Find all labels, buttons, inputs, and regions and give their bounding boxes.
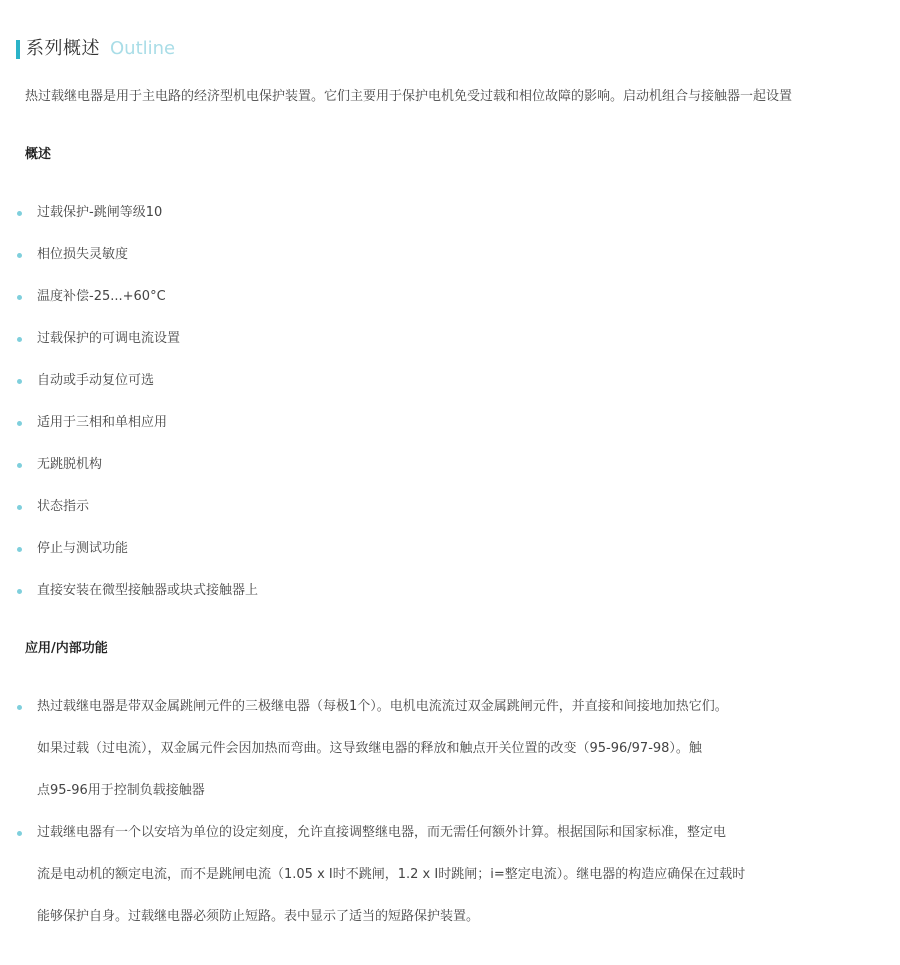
overview-list-item	[0, 402, 900, 444]
overview-item-text: 状态指示	[37, 499, 90, 514]
application-item-line: 热过载继电器是带双金属跳闸元件的三极继电器（每极1个）。电机电流流过双金属跳闸元件，并直接和间接地加热它们。	[37, 699, 728, 714]
overview-list-item	[0, 276, 900, 318]
bullet-dot-icon	[17, 505, 22, 510]
overview-list-item	[0, 528, 900, 570]
overview-item-text: 温度补偿-25...+60°C	[37, 289, 166, 304]
application-list	[0, 686, 900, 938]
overview-item-text: 停止与测试功能	[37, 541, 129, 556]
application-heading: 应用/内部功能	[25, 641, 108, 656]
bullet-dot-icon	[17, 547, 22, 552]
overview-item-text: 自动或手动复位可选	[37, 373, 155, 388]
bullet-dot-icon	[17, 337, 22, 342]
section-accent-bar	[16, 40, 20, 59]
bullet-dot-icon	[17, 589, 22, 594]
overview-list-item	[0, 486, 900, 528]
bullet-dot-icon	[17, 211, 22, 216]
overview-heading: 概述	[25, 147, 52, 162]
overview-item-text: 直接安装在微型接触器或块式接触器上	[37, 583, 259, 598]
overview-list-item	[0, 570, 900, 612]
bullet-dot-icon	[17, 253, 22, 258]
bullet-dot-icon	[17, 831, 22, 836]
section-header	[16, 38, 175, 60]
overview-list-item	[0, 234, 900, 276]
application-item-line: 点95-96用于控制负载接触器	[37, 783, 205, 798]
section-subtitle: Outline	[110, 38, 176, 59]
application-list-item	[0, 812, 837, 938]
application-item-line: 过载继电器有一个以安培为单位的设定刻度，允许直接调整继电器，而无需任何额外计算。根据国际和国家标准，整定电	[37, 825, 727, 840]
application-list-item	[0, 686, 837, 812]
overview-list-item	[0, 318, 900, 360]
bullet-dot-icon	[17, 705, 22, 710]
overview-item-text: 适用于三相和单相应用	[37, 415, 168, 430]
overview-list-item	[0, 192, 900, 234]
overview-item-text: 过载保护-跳闸等级10	[37, 205, 163, 220]
overview-list	[0, 192, 900, 612]
overview-item-text: 相位损失灵敏度	[37, 247, 129, 262]
application-item-line: 如果过载（过电流），双金属元件会因加热而弯曲。这导致继电器的释放和触点开关位置的改变（95-96/97-98）。触	[37, 741, 702, 756]
bullet-dot-icon	[17, 379, 22, 384]
intro-paragraph: 热过载继电器是用于主电路的经济型机电保护装置。它们主要用于保护电机免受过载和相位故障的影响。启动机组合与接触器一起设置	[25, 89, 793, 104]
bullet-dot-icon	[17, 295, 22, 300]
application-item-line: 流是电动机的额定电流，而不是跳闸电流（1.05 x I时不跳闸，1.2 x I时跳闸；i=整定电流）。继电器的构造应确保在过载时	[37, 867, 746, 882]
overview-list-item	[0, 360, 900, 402]
overview-item-text: 无跳脱机构	[37, 457, 103, 472]
overview-item-text: 过载保护的可调电流设置	[37, 331, 181, 346]
bullet-dot-icon	[17, 463, 22, 468]
overview-list-item	[0, 444, 900, 486]
application-item-line: 能够保护自身。过载继电器必须防止短路。表中显示了适当的短路保护装置。	[37, 909, 480, 924]
section-title: 系列概述	[26, 38, 100, 59]
bullet-dot-icon	[17, 421, 22, 426]
